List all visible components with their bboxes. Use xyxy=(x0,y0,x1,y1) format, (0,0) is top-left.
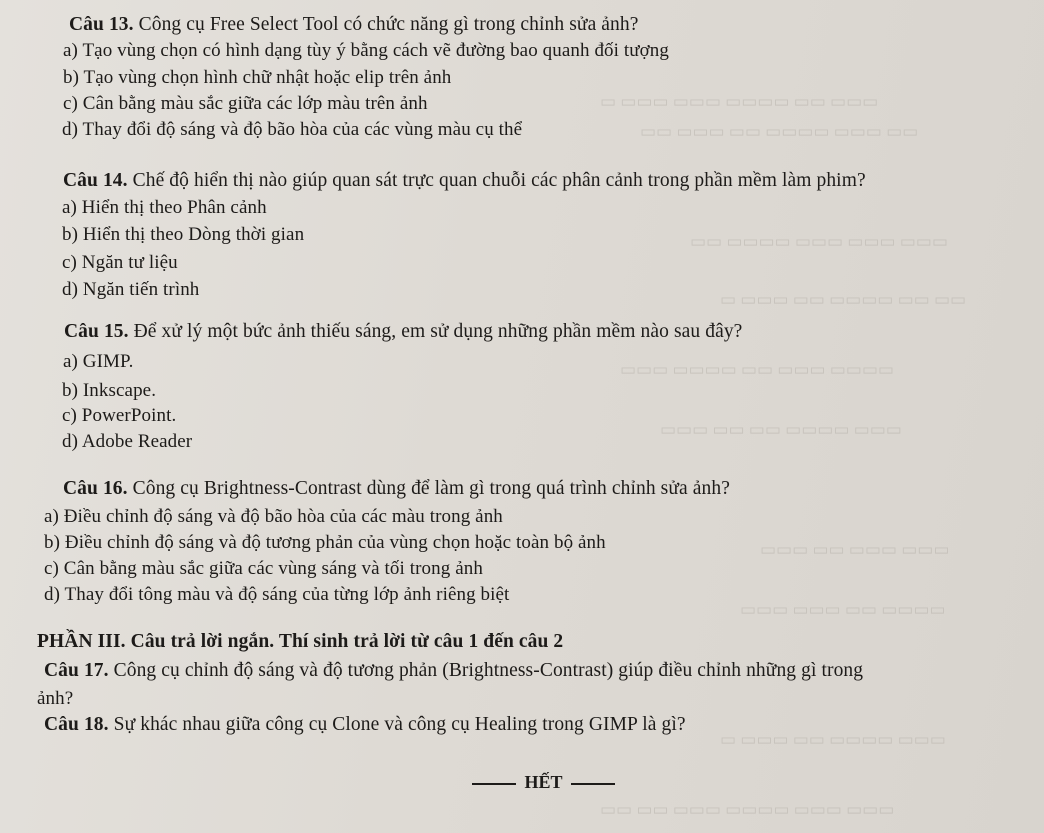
question-number: Câu 16. xyxy=(63,478,128,499)
option-a: a) Tạo vùng chọn có hình dạng tùy ý bằng cách vẽ đường bao quanh đối tượng xyxy=(63,40,669,61)
option-d: d) Thay đổi tông màu và độ sáng của từng lớp ảnh riêng biệt xyxy=(44,584,510,605)
option-a: a) GIMP. xyxy=(63,351,134,372)
option-c: c) PowerPoint. xyxy=(62,405,177,426)
question-text: Chế độ hiển thị nào giúp quan sát trực quan chuỗi các phân cảnh trong phần mềm làm phim? xyxy=(132,170,866,191)
option-b: b) Hiển thị theo Dòng thời gian xyxy=(62,224,305,245)
bleed-through-text: ▭▭▭ ▭▭▭ ▭▭▭ ▭▭▭▭ ▭▭ xyxy=(690,232,948,251)
option-a: a) Hiển thị theo Phân cảnh xyxy=(62,197,267,218)
question-17-continuation: ảnh? xyxy=(37,688,74,709)
bleed-through-text: ▭▭▭▭ ▭▭▭ ▭▭ ▭▭▭▭ ▭▭▭ xyxy=(620,360,894,379)
question-number: Câu 14. xyxy=(63,170,128,191)
bleed-through-text: ▭▭▭ ▭▭▭ ▭▭ ▭▭▭ xyxy=(760,540,950,559)
option-d: d) Ngăn tiến trình xyxy=(62,279,200,300)
question-17 xyxy=(44,660,863,682)
bleed-through-text: ▭▭▭ ▭▭▭▭ ▭▭ ▭▭ ▭▭▭ xyxy=(660,420,902,439)
question-number: Câu 18. xyxy=(44,714,109,735)
bleed-through-text: ▭▭ ▭▭▭ ▭▭▭▭ ▭▭ ▭▭▭ ▭▭ xyxy=(640,122,919,141)
question-number: Câu 13. xyxy=(69,14,134,35)
section-3-title: PHẦN III. Câu trả lời ngắn. Thí sinh trả lời từ câu 1 đến câu 2 xyxy=(37,631,564,652)
option-b: b) Inkscape. xyxy=(62,380,157,401)
bleed-through-text: ▭▭▭ ▭▭▭ ▭▭▭▭ ▭▭▭ ▭▭ ▭▭ xyxy=(600,800,895,819)
question-text: Sự khác nhau giữa công cụ Clone và công cụ Healing trong GIMP là gì? xyxy=(113,714,686,735)
bleed-through-text: ▭▭▭▭ ▭▭ ▭▭▭ ▭▭▭ xyxy=(740,600,946,619)
divider xyxy=(472,783,516,785)
end-marker xyxy=(468,772,619,793)
option-d: d) Adobe Reader xyxy=(62,431,193,452)
end-text: HẾT xyxy=(524,772,563,792)
option-c: c) Ngăn tư liệu xyxy=(62,252,178,273)
question-14 xyxy=(63,170,866,192)
option-c: c) Cân bằng màu sắc giữa các lớp màu trên ảnh xyxy=(63,93,428,114)
bleed-through-text: ▭▭▭ ▭▭▭▭ ▭▭ ▭▭▭ ▭ xyxy=(720,730,946,749)
question-text: Công cụ Brightness-Contrast dùng để làm gì trong quá trình chỉnh sửa ảnh? xyxy=(132,478,730,499)
option-b: b) Tạo vùng chọn hình chữ nhật hoặc elip trên ảnh xyxy=(63,67,452,88)
bleed-through-text: ▭▭▭ ▭▭ ▭▭▭▭ ▭▭▭ ▭▭▭ ▭ xyxy=(600,92,879,111)
bleed-through-text: ▭▭ ▭▭ ▭▭▭▭ ▭▭ ▭▭▭ ▭ xyxy=(720,290,967,309)
option-b: b) Điều chỉnh độ sáng và độ tương phản của vùng chọn hoặc toàn bộ ảnh xyxy=(44,532,606,553)
question-13 xyxy=(69,14,639,36)
divider xyxy=(571,783,615,785)
question-16 xyxy=(63,478,730,500)
question-text: Công cụ chỉnh độ sáng và độ tương phản (Brightness-Contrast) giúp điều chỉnh những gì trong xyxy=(113,660,864,681)
question-text: Công cụ Free Select Tool có chức năng gì trong chỉnh sửa ảnh? xyxy=(138,14,639,35)
option-d: d) Thay đổi độ sáng và độ bão hòa của các vùng màu cụ thể xyxy=(62,119,523,140)
question-text: Để xử lý một bức ảnh thiếu sáng, em sử dụng những phần mềm nào sau đây? xyxy=(133,321,743,342)
question-number: Câu 15. xyxy=(64,321,129,342)
question-15 xyxy=(64,321,742,343)
option-c: c) Cân bằng màu sắc giữa các vùng sáng và tối trong ảnh xyxy=(44,558,483,579)
question-18 xyxy=(44,714,686,736)
question-number: Câu 17. xyxy=(44,660,109,681)
option-a: a) Điều chỉnh độ sáng và độ bão hòa của các màu trong ảnh xyxy=(44,506,503,527)
